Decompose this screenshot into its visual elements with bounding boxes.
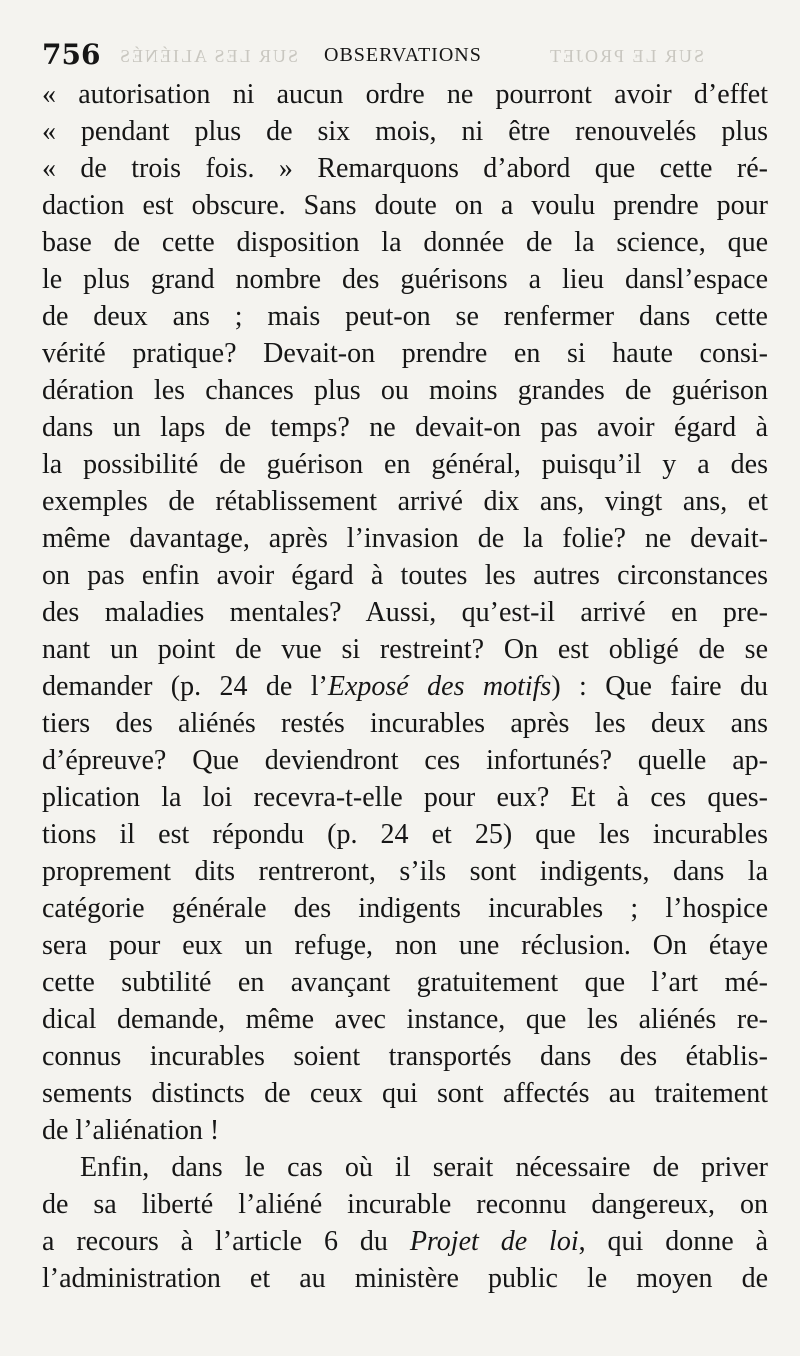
- text-line: tions il est répondu (p. 24 et 25) que les incurables: [42, 819, 768, 850]
- text-run: , qui donne à: [578, 1226, 769, 1257]
- text-line: sements distincts de ceux qui sont affectés au traitement: [42, 1078, 768, 1109]
- text-line-with-title: [42, 1223, 768, 1260]
- text-line: « pendant plus de six mois, ni être renouvelés plus: [42, 116, 768, 147]
- page-header: [42, 30, 768, 76]
- text-line: base de cette disposition la donnée de la science, que: [42, 227, 768, 258]
- text-line-with-title: [42, 668, 768, 705]
- text-line: dération les chances plus ou moins grandes de guérison: [42, 375, 768, 406]
- text-line: sera pour eux un refuge, non une réclusion. On étaye: [42, 930, 768, 961]
- running-head: OBSERVATIONS: [324, 44, 482, 66]
- text-line: vérité pratique? Devait-on prendre en si haute consi-: [42, 338, 768, 369]
- text-line: l’administration et au ministère public le moyen de: [42, 1263, 768, 1294]
- text-line: même davantage, après l’invasion de la folie? ne devait-: [42, 523, 768, 554]
- paragraph-end-line: de l’aliénation !: [42, 1115, 220, 1146]
- text-line: « autorisation ni aucun ordre ne pourront avoir d’effet: [42, 79, 768, 110]
- paragraph-start-line: Enfin, dans le cas où il serait nécessaire de priver: [80, 1152, 768, 1183]
- text-run: demander (p. 24 de l’: [42, 671, 328, 702]
- text-run: ) : Que faire du: [551, 671, 768, 702]
- text-line: des maladies mentales? Aussi, qu’est-il arrivé en pre-: [42, 597, 768, 628]
- text-line: nant un point de vue si restreint? On est obligé de se: [42, 634, 768, 665]
- text-line: exemples de rétablissement arrivé dix ans, vingt ans, et: [42, 486, 768, 517]
- text-line: plication la loi recevra-t-elle pour eux? Et à ces ques-: [42, 782, 768, 813]
- text-line: d’épreuve? Que deviendront ces infortunés? quelle ap-: [42, 745, 768, 776]
- text-line: de sa liberté l’aliéné incurable reconnu dangereux, on: [42, 1189, 768, 1220]
- text-line: daction est obscure. Sans doute on a voulu prendre pour: [42, 190, 768, 221]
- text-line: cette subtilité en avançant gratuitement que l’art mé-: [42, 967, 768, 998]
- text-line: dans un laps de temps? ne devait-on pas avoir égard à: [42, 412, 768, 443]
- show-through-text-right: SUR LE PROJET: [548, 46, 705, 66]
- cited-title: Exposé des motifs: [327, 671, 552, 702]
- body-text: [42, 76, 768, 1297]
- text-line: de deux ans ; mais peut-on se renfermer dans cette: [42, 301, 768, 332]
- show-through-text-left: SUR LES ALIÉNÉS: [118, 46, 299, 66]
- text-line: proprement dits rentreront, s’ils sont indigents, dans la: [42, 856, 768, 887]
- text-run: a recours à l’article 6 du: [42, 1226, 410, 1257]
- cited-title: Projet de loi: [409, 1226, 579, 1257]
- text-line: dical demande, même avec instance, que les aliénés re-: [42, 1004, 768, 1035]
- text-line: catégorie générale des indigents incurables ; l’hospice: [42, 893, 768, 924]
- page-number: 756: [42, 38, 101, 71]
- text-line: la possibilité de guérison en général, puisqu’il y a des: [42, 449, 768, 480]
- text-line: tiers des aliénés restés incurables après les deux ans: [42, 708, 768, 739]
- text-line: on pas enfin avoir égard à toutes les autres circonstances: [42, 560, 768, 591]
- text-line: « de trois fois. » Remarquons d’abord que cette ré-: [42, 153, 768, 184]
- text-line: connus incurables soient transportés dans des établis-: [42, 1041, 768, 1072]
- text-line: le plus grand nombre des guérisons a lieu dansl’espace: [42, 264, 768, 295]
